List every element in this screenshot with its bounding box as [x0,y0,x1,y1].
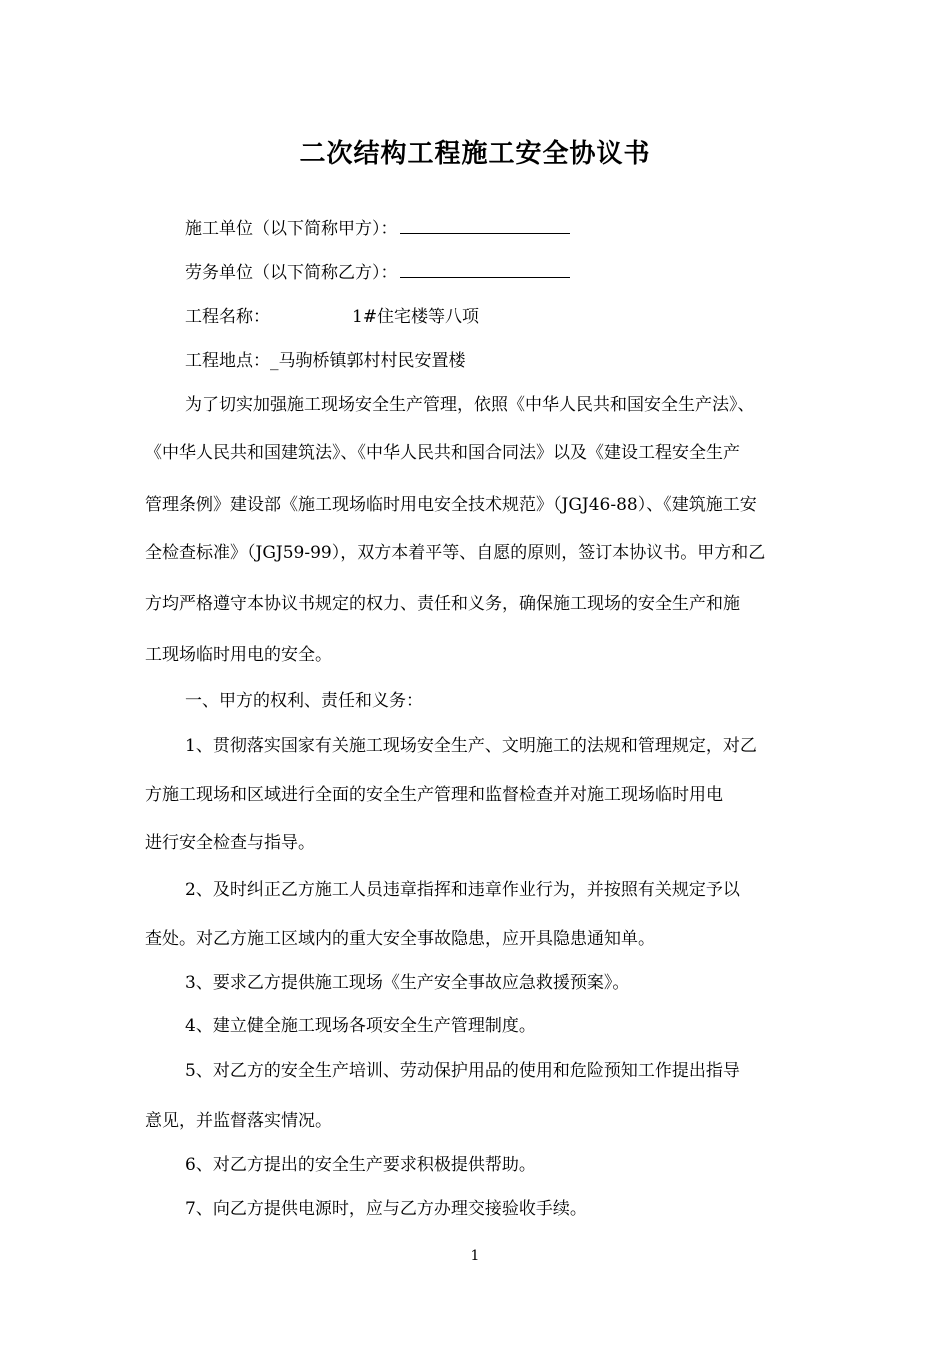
labor-unit-blank [400,257,570,278]
list-item-line: 查处。对乙方施工区域内的重大安全事故隐患，应开具隐患通知单。 [145,929,655,949]
intro-line: 工现场临时用电的安全。 [145,645,332,665]
labor-unit-field [185,257,865,288]
list-item: 3、要求乙方提供施工现场《生产安全事故应急救援预案》。 [185,973,630,993]
section-heading: 一、甲方的权利、责任和义务： [185,691,423,711]
project-name-label: 工程名称： [185,307,270,327]
document-title: 二次结构工程施工安全协议书 [299,139,651,169]
list-item-line: 5、对乙方的安全生产培训、劳动保护用品的使用和危险预知工作提出指导 [185,1061,740,1081]
list-item-line: 意见，并监督落实情况。 [145,1111,332,1131]
intro-line: 为了切实加强施工现场安全生产管理，依照《中华人民共和国安全生产法》、 [185,395,755,415]
intro-line: 《中华人民共和国建筑法》、《中华人民共和国合同法》以及《建设工程安全生产 [145,443,740,463]
project-site-value: _马驹桥镇郭村村民安置楼 [270,351,466,371]
intro-line: 方均严格遵守本协议书规定的权力、责任和义务，确保施工现场的安全生产和施 [145,594,740,614]
intro-line: 全检查标准》（JGJ59-99），双方本着平等、自愿的原则，签订本协议书。甲方和乙 [145,543,766,563]
labor-unit-label: 劳务单位（以下简称乙方）： [185,263,398,283]
page-number: 1 [470,1248,480,1264]
intro-line: 管理条例》建设部《施工现场临时用电安全技术规范》（JGJ46-88）、《建筑施工安 [145,495,757,515]
list-item-line: 2、及时纠正乙方施工人员违章指挥和违章作业行为，并按照有关规定予以 [185,880,740,900]
project-name-field [185,302,865,332]
list-item: 6、对乙方提出的安全生产要求积极提供帮助。 [185,1155,536,1175]
construction-unit-label: 施工单位（以下简称甲方）： [185,219,398,239]
list-item-line: 1、贯彻落实国家有关施工现场安全生产、文明施工的法规和管理规定，对乙 [185,736,757,756]
list-item: 7、向乙方提供电源时，应与乙方办理交接验收手续。 [185,1199,587,1219]
project-site-field [185,346,865,376]
list-item-line: 方施工现场和区域进行全面的安全生产管理和监督检查并对施工现场临时用电 [145,785,723,805]
project-site-label: 工程地点： [185,351,270,371]
list-item: 4、建立健全施工现场各项安全生产管理制度。 [185,1016,536,1036]
construction-unit-blank [400,213,570,234]
list-item-line: 进行安全检查与指导。 [145,833,315,853]
project-name-value: 1#住宅楼等八项 [352,307,480,327]
construction-unit-field [185,213,865,244]
